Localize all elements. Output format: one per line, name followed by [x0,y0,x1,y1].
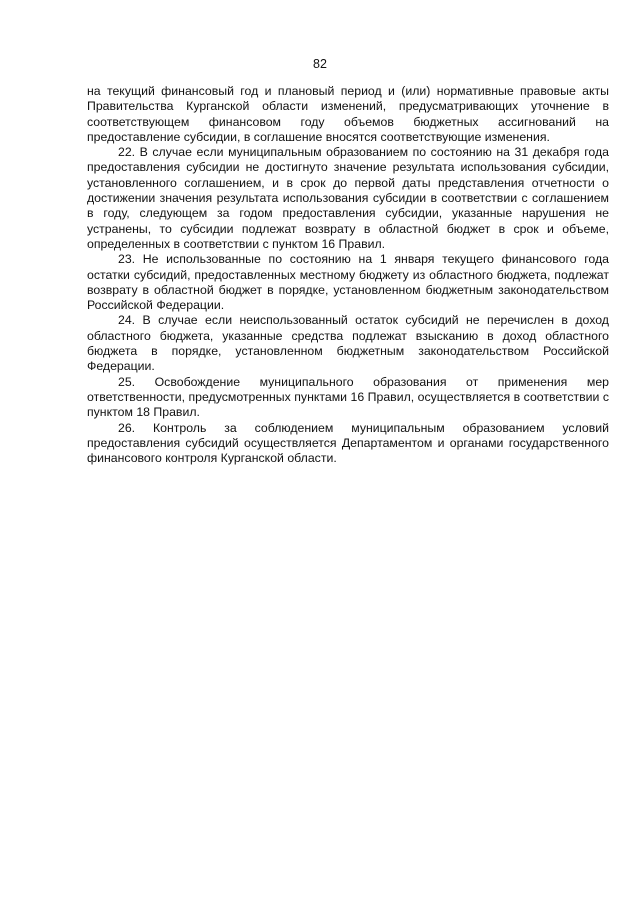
paragraph-item-26: 26. Контроль за соблюдением муниципальным образованием условий предоставления субсидий осуществляется Департаментом и органами государственного финансового контроля Курганской области. [87,420,609,466]
paragraph-item-22: 22. В случае если муниципальным образованием по состоянию на 31 декабря года предоставления субсидии не достигнуто значение результата использования субсидии, установленного соглашением, и в срок до первой даты представления отчетности о достижении значения результата использования субсидии в соответствии с соглашением в году, следующем за годом предоставления субсидии, указанные нарушения не устранены, то субсидии подлежат возврату в областной бюджет в срок и объеме, определенных в соответствии с пунктом 16 Правил. [87,145,609,251]
paragraph-item-24: 24. В случае если неиспользованный остаток субсидий не перечислен в доход областного бюджета, указанные средства подлежат взысканию в доход областного бюджета в порядке, установленном бюджетным законодательством Российской Федерации. [87,313,609,374]
paragraph-item-25: 25. Освобождение муниципального образования от применения мер ответственности, предусмотренных пунктами 16 Правил, осуществляется в соответствии с пунктом 18 Правил. [87,374,609,420]
document-body [87,84,609,466]
paragraph-continuation: на текущий финансовый год и плановый период и (или) нормативные правовые акты Правительства Курганской области изменений, предусматривающих уточнение в соответствующем финансовом году объемов бюджетных ассигнований на предоставление субсидии, в соглашение вносятся соответствующие изменения. [87,84,609,144]
paragraph-item-23: 23. Не использованные по состоянию на 1 января текущего финансового года остатки субсидий, предоставленных местному бюджету из областного бюджета, подлежат возврату в областной бюджет в порядке, установленном бюджетным законодательством Российской Федерации. [87,252,609,313]
page-number: 82 [313,57,327,71]
